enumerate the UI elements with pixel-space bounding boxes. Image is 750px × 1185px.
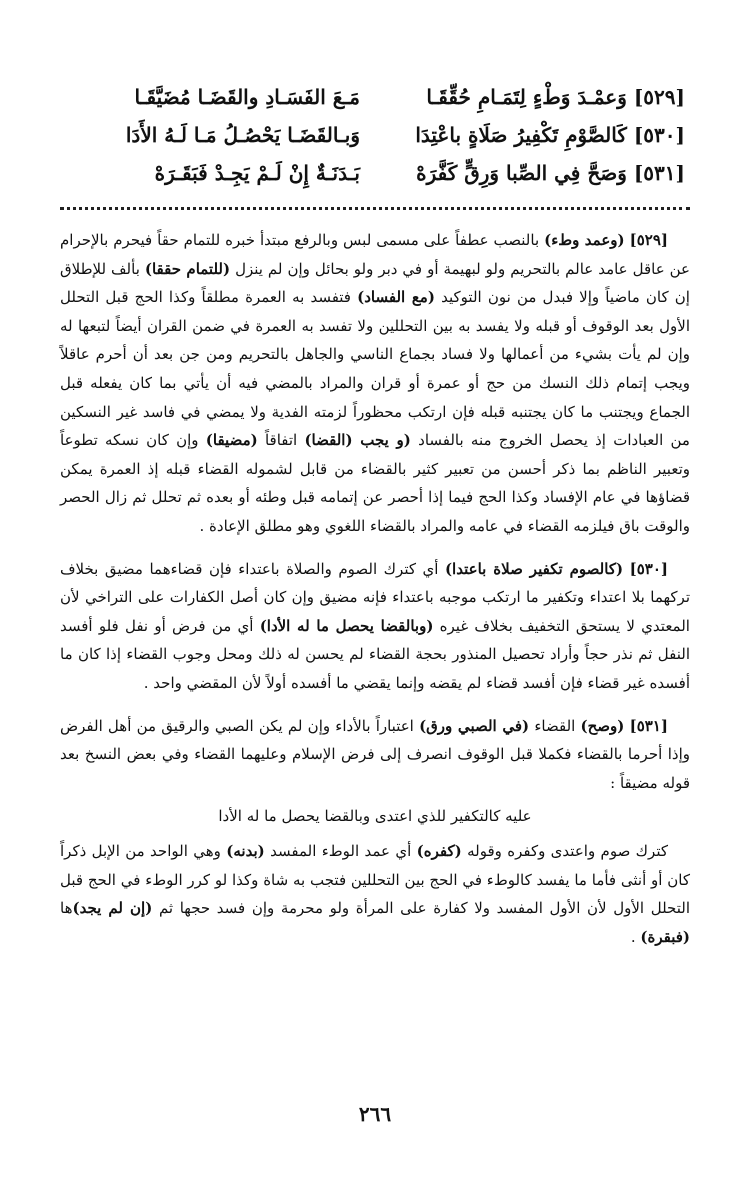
- commentary-paragraph-continued: [60, 837, 690, 951]
- commentary-paragraph-531: [60, 712, 690, 798]
- quoted-term: (و يجب (القضا): [304, 431, 411, 450]
- commentary-text: اعتباراً بالأداء وإن لم يكن الصبي والرقيق من أهل الفرض وإذا أحرما بالقضاء فكملا قبل الوقوف انصرف إلى فرض الإسلام وعليهما القضاء وفي بعض النسخ بعد قوله مضيقاً :: [60, 716, 690, 792]
- commentary-text: كترك صوم واعتدى وكفره وقوله: [467, 842, 668, 861]
- commentary-body: [60, 226, 690, 966]
- page-number: ٢٦٦: [358, 1102, 392, 1126]
- commentary-text: اتفاقاً: [264, 431, 298, 450]
- commentary-text: بألف للإطلاق إن كان ماضياً وإلا فبدل من نون التوكيد: [60, 259, 690, 307]
- verse-first-hemistich: [٥٢٩] وَعمْـدَ وَطْءٍ لِتَمَـامِ حُقِّقَـا: [426, 85, 685, 109]
- verse-first-hemistich: [٥٣٠] كَالصَّوْمِ تَكْفِيرُ صَلَاةٍ باعْتِدَا: [415, 123, 685, 147]
- commentary-text: أي من فرض أو نفل فلو أفسد النفل ثم نذر حجاً وأراد تحصيل المنذور بحجة القضاء لم يحسن له ذلك ومحل وجوب القضاء إذا كان ما أفسده غير قضاء فإن أفسد قضاء لم يقضه وإنما يقضي ما أفسده أولاً لأن المقضي واحد .: [60, 616, 690, 692]
- quoted-term: (في الصبي ورق): [419, 716, 530, 735]
- verse-number: [٥٣٠]: [629, 559, 668, 578]
- quoted-term: (مضيقا): [205, 431, 258, 450]
- verse-first-hemistich: [٥٣١] وَصَحَّ فِي الصِّبا وَرِقٍّ كَفَّرَهْ: [416, 161, 685, 185]
- verse-block: [90, 78, 685, 192]
- commentary-text: وهي الواحد من الإبل ذكراً كان أو أنثى فأما ما يفسد كالوطء في الحج بين التحللين فتجب به شاة وكذا لو كرر الوطء في الحج قبل التحلل الأول لأن الأول المفسد ولا كفارة على المرأة ولو محرمة وإن فسد حجها ثم: [60, 842, 690, 918]
- verse-row: [90, 154, 685, 192]
- commentary-text: .: [630, 928, 636, 947]
- quoted-term: (وعمد وطء): [544, 231, 625, 249]
- commentary-text: ها: [60, 899, 73, 918]
- inline-verse: عليه كالتكفير للذي اعتدى وبالقضا يحصل ما له الأدا: [218, 807, 532, 826]
- verse-row: [90, 78, 685, 116]
- quoted-term: (وصح): [580, 716, 625, 735]
- verse-number: [٥٣١]: [629, 716, 668, 735]
- commentary-paragraph-529: [60, 226, 690, 541]
- commentary-text: أي كترك الصوم والصلاة باعتداء فإن قضاءهما مضيق بخلاف تركهما بلا اعتداء وتكفير ما ارتكب موجبه باعتداء فإنه مضيق وإن كان أصل الكفارات على التراخي لأن المعتدي لا يستحق التخفيف بخلاف غيره: [60, 559, 690, 635]
- commentary-text: وإن كان نسكه تطوعاً وتعبير الناظم بما ذكر أحسن من تعبير كثير بالقضاء من قابل لشموله القضاء قبله إذ العمرة يمكن قضاؤها في عام الإفساد وكذا الحج فيما إذا أحصر عن إتمامه قبل وطئه أو بعده ثم تحلل ثم زال الحصر والوقت باق فيلزمه القضاء في عامه والمراد بالقضاء اللغوي وهو مطلق الإعادة .: [60, 431, 690, 535]
- quoted-term: (إن لم يجد): [72, 899, 153, 918]
- quoted-term: (فبقرة): [640, 928, 690, 947]
- commentary-text: القضاء: [534, 716, 576, 735]
- commentary-text: أي عمد الوطء المفسد: [270, 842, 412, 861]
- verse-second-hemistich: بَـدَنَـةٌ إِنْ لَـمْ يَجِـدْ فَبَقَـرَهْ: [154, 161, 360, 185]
- verse-number: [٥٢٩]: [629, 231, 668, 249]
- verse-second-hemistich: مَـعَ الفَسَـادِ والقَضَـا مُضَيَّقَـا: [134, 85, 360, 109]
- commentary-text: بالنصب عطفاً على مسمى لبس وبالرفع مبتدأ خبره للتمام حقاً فيحرم بالإحرام عن عاقل عامد عالم بالتحريم ولو لبهيمة أو في دبر ولو بحائل وإن لم ينزل: [60, 231, 690, 278]
- quoted-term: (للتمام حققا): [144, 259, 231, 278]
- verse-second-hemistich: وَبـالقَضَـا يَحْصُـلُ مَـا لَـهُ الأَدَا: [125, 123, 360, 147]
- quoted-term: (مع الفساد): [357, 288, 435, 307]
- commentary-paragraph-530: [60, 555, 690, 698]
- quoted-term: (كالصوم تكفير صلاة باعتدا): [444, 559, 624, 578]
- quoted-term: (كفره): [416, 842, 462, 861]
- verse-row: [90, 116, 685, 154]
- quoted-term: (بدنه): [226, 842, 265, 861]
- quoted-term: (وبالقضا يحصل ما له الأدا): [259, 616, 434, 635]
- commentary-text: فتفسد به العمرة مطلقاً وكذا الحج قبل التحلل الأول بعد الوقوف أو قبله ولا يفسد به بين التحللين ولا تفسد به العمرة في ضمن القران أيضاً لتبعها له وإن لم يأت بشيء من أعمالها ولا فساد بجماع الناسي والجاهل بالتحريم ومن جن بعد أن أحرم عاقلاً ويجب إتمام ذلك النسك من حج أو عمرة أو قران والمراد بالمضي فيه أن يأتي بما كان يفعله قبل الجماع ويجتنب ما كان يجتنبه قبله فإن ارتكب محظوراً لزمته الفدية ولا يمضي في فاسد غير النسكين من العبادات إذ يحصل الخروج منه بالفساد: [60, 288, 690, 450]
- dotted-separator: [60, 207, 690, 210]
